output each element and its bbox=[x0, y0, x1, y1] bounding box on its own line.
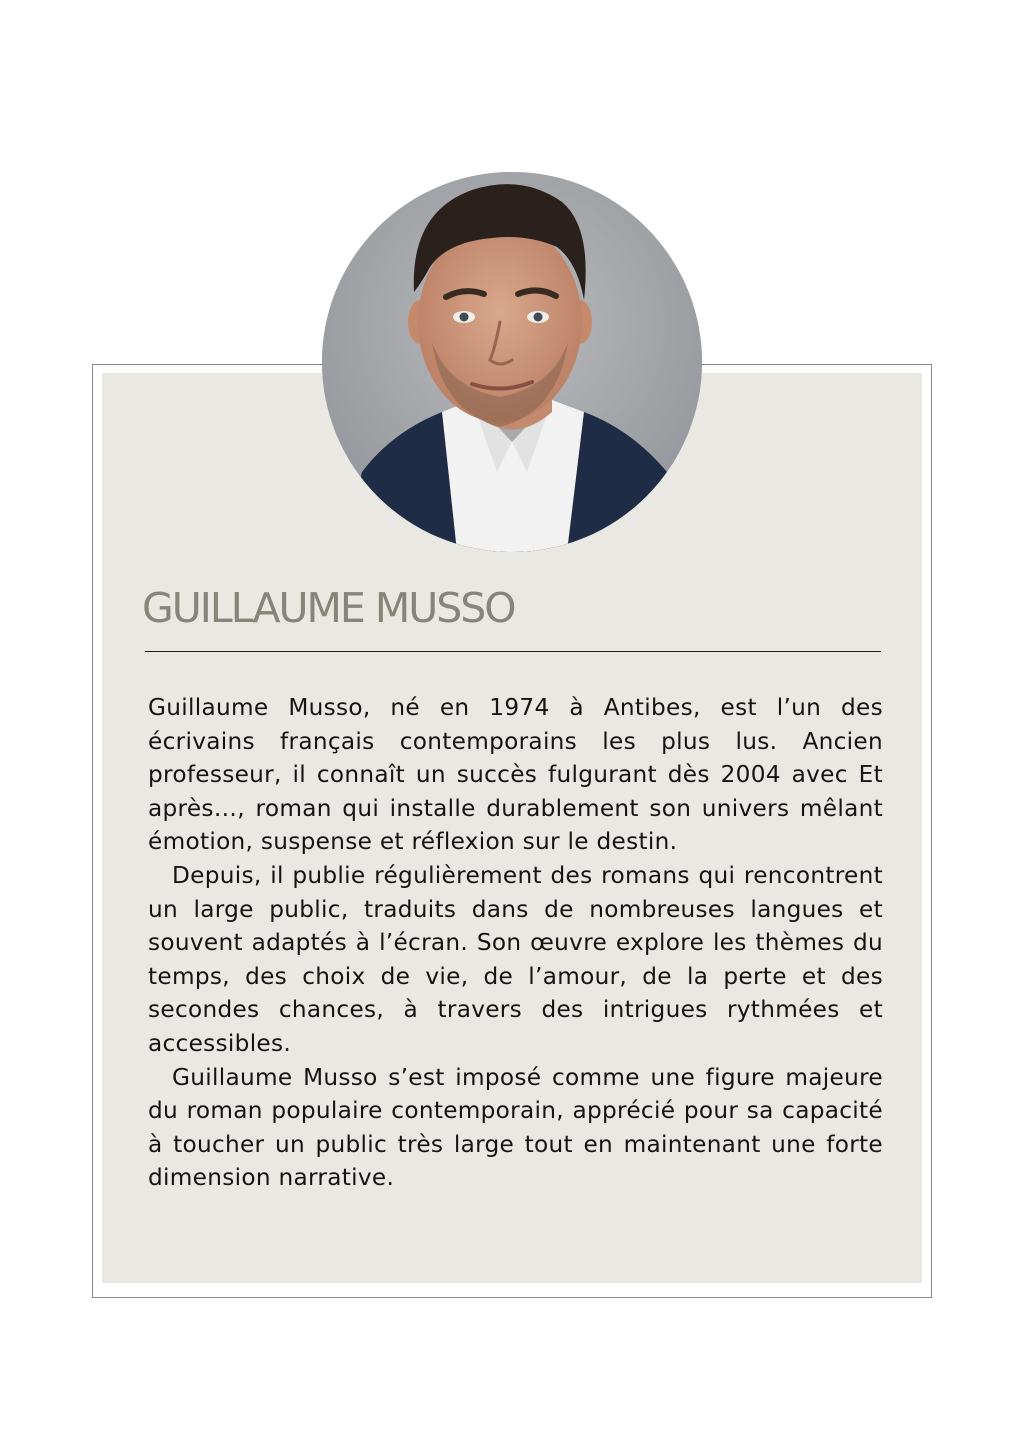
author-biography bbox=[148, 691, 883, 1195]
title-divider bbox=[145, 651, 881, 652]
bio-paragraph-3: Guillaume Musso s’est imposé comme une figure majeure du roman populaire contemporain, apprécié pour sa capacité à toucher un public très large tout en maintenant une forte dimension narrative. bbox=[148, 1063, 883, 1192]
author-portrait bbox=[322, 172, 702, 552]
bio-paragraph-1: Guillaume Musso, né en 1974 à Antibes, est l’un des écrivains français contemporains les plus lus. Ancien professeur, il connaît un succès fulgurant dès 2004 avec Et après…, roman qui installe durablement son univers mêlant émotion, suspense et réflexion sur le destin. bbox=[148, 694, 883, 856]
portrait-illustration bbox=[322, 172, 702, 552]
bio-paragraph-2: Depuis, il publie régulièrement des romans qui rencontrent un large public, traduits dans de nombreuses langues et souvent adaptés à l’écran. Son œuvre explore les thèmes du temps, des choix de vie, de l’amour, de la perte et des secondes chances, à travers des intrigues rythmées et accessibles. bbox=[148, 861, 883, 1057]
author-name: GUILLAUME MUSSO bbox=[142, 584, 515, 632]
